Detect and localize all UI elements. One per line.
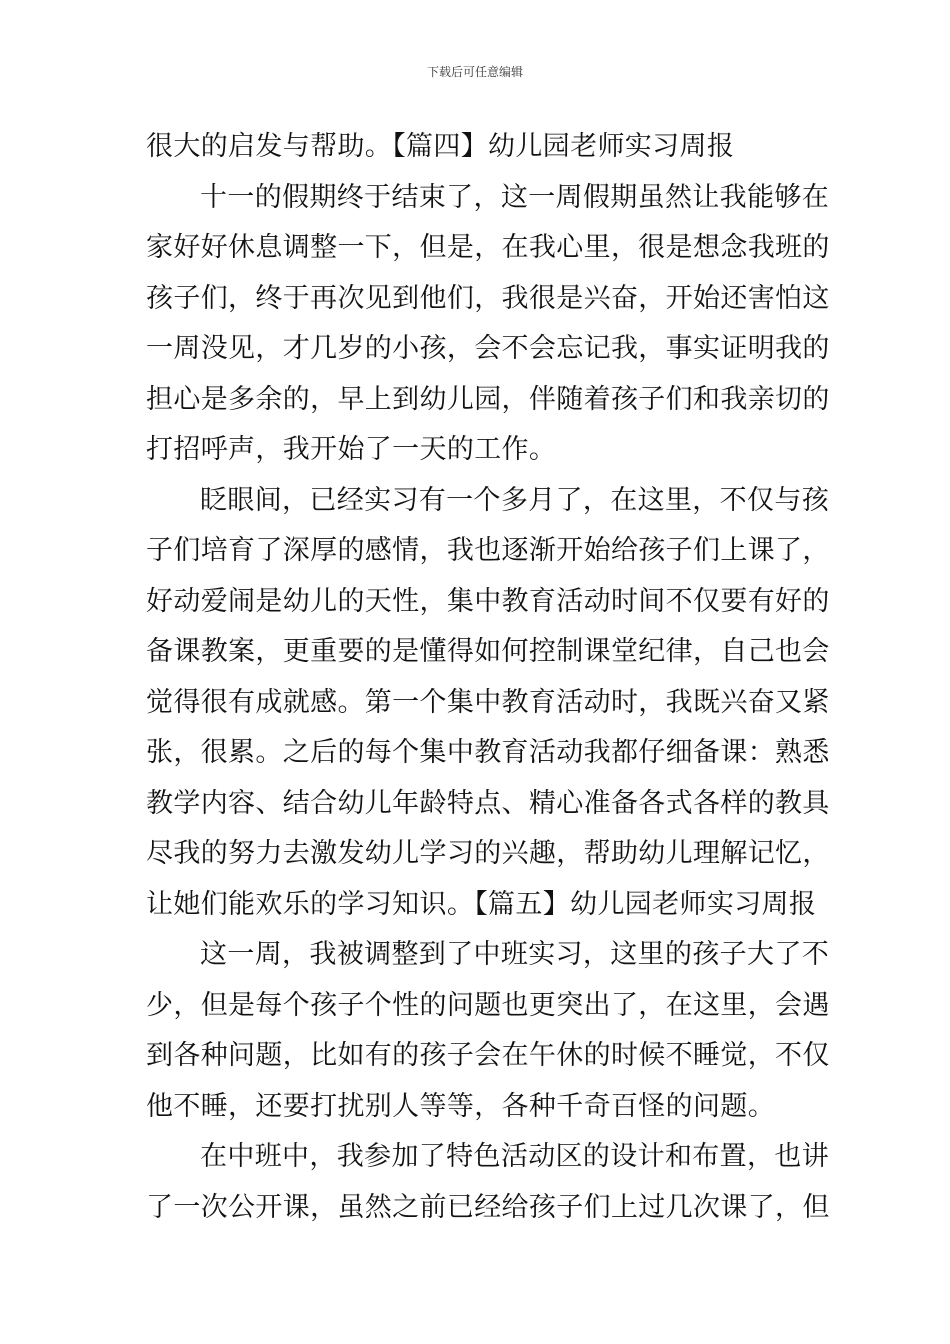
text-line: 孩子们，终于再次见到他们，我很是兴奋，开始还害怕这 [146,282,830,314]
text-line: 到各种问题，比如有的孩子会在午休的时候不睡觉，不仅 [146,1040,830,1071]
text-line: 一周没见，才几岁的小孩，会不会忘记我，事实证明我的 [146,333,830,364]
text-line: 子们培育了深厚的感情，我也逐渐开始给孩子们上课了， [146,535,830,566]
text-line: 备课教案，更重要的是懂得如何控制课堂纪律，自己也会 [146,636,830,667]
text-line: 了一次公开课，虽然之前已经给孩子们上过几次课了，但 [146,1191,830,1223]
text-line: 好动爱闹是幼儿的天性，集中教育活动时间不仅要有好的 [146,585,830,617]
text-line: 打招呼声，我开始了一天的工作。 [146,434,557,465]
document-body [146,122,830,1233]
text-line: 十一的假期终于结束了，这一周假期虽然让我能够在 [200,181,830,213]
text-line: 尽我的努力去激发幼儿学习的兴趣，帮助幼儿理解记忆， [146,838,830,869]
page-header: 下载后可任意编辑 [426,65,523,79]
text-line: 担心是多余的，早上到幼儿园，伴随着孩子们和我亲切的 [146,383,830,415]
text-line: 家好好休息调整一下，但是，在我心里，很是想念我班的 [146,232,830,263]
text-line: 这一周，我被调整到了中班实习，这里的孩子大了不 [200,939,830,970]
text-line: 少，但是每个孩子个性的问题也更突出了，在这里，会遇 [146,989,830,1021]
text-line: 觉得很有成就感。第一个集中教育活动时，我既兴奋又紧 [146,686,830,718]
text-line: 让她们能欢乐的学习知识。【篇五】幼儿园老师实习周报 [146,888,817,920]
text-line: 很大的启发与帮助。【篇四】幼儿园老师实习周报 [146,131,735,162]
text-line: 教学内容、结合幼儿年龄特点、精心准备各式各样的教具 [146,787,830,819]
text-line: 眨眼间，已经实习有一个多月了，在这里，不仅与孩 [200,484,830,516]
text-line: 在中班中，我参加了特色活动区的设计和布置，也讲 [200,1141,830,1172]
text-line: 他不睡，还要打扰别人等等，各种千奇百怪的问题。 [146,1090,776,1122]
text-line: 张，很累。之后的每个集中教育活动我都仔细备课：熟悉 [146,737,830,768]
